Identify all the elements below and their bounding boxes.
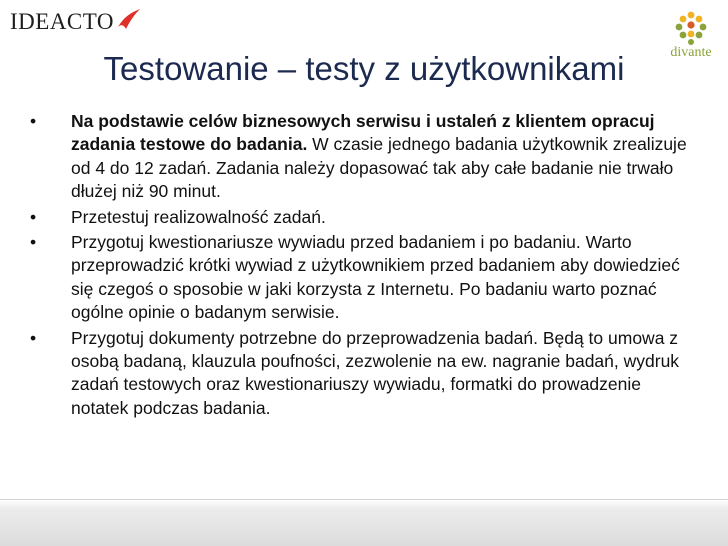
ideacto-logo <box>10 8 142 36</box>
divante-logo-text: divante <box>670 45 712 60</box>
footer-bar <box>0 500 728 546</box>
ideacto-logo-text: IDEACTO <box>10 9 115 34</box>
divante-flower-icon <box>671 10 711 48</box>
bullet-icon: • <box>30 111 37 131</box>
bullet-text: Przygotuj dokumenty potrzebne do przeprowadzenia badań. Będą to umowa z osobą badaną, klauzula poufności, zezwolenie na ew. nagranie badań, wydruk zadań testowych oraz kwestionariuszy wywiadu, formatki do prowadzenie notatek podczas badania. <box>71 327 680 418</box>
bullet-bold-text: Na podstawie celów biznesowych serwisu i ustaleń z klientem opracuj zadania testowe do badania. <box>71 111 655 155</box>
bullet-item <box>30 206 690 229</box>
ideacto-swoosh-icon <box>116 7 142 31</box>
slide-title: Testowanie – testy z użytkownikami <box>103 50 625 87</box>
bullet-text: W czasie jednego badania użytkownik zrealizuje od 4 do 12 zadań. Zadania należy dopasować tak aby całe badanie nie trwało dłużej niż 90 minut. <box>71 134 687 202</box>
bullet-text: Przygotuj kwestionariusze wywiadu przed badaniem i po badaniu. Warto przeprowadzić krótki wywiad z użytkownikiem przed badaniem aby dowiedzieć się czegoś o sposobie w jaki korzysta z Internetu. Po badaniu warto poznać ogólne opinie o badanym serwisie. <box>71 232 680 323</box>
bullet-item <box>30 231 690 325</box>
bullet-icon: • <box>30 327 37 348</box>
bullet-item <box>30 110 690 204</box>
bullet-icon: • <box>30 206 37 227</box>
bullet-icon: • <box>30 232 37 253</box>
bullet-item <box>30 327 690 421</box>
bullet-text: Przetestuj realizowalność zadań. <box>71 206 326 227</box>
bullet-list <box>30 110 690 422</box>
